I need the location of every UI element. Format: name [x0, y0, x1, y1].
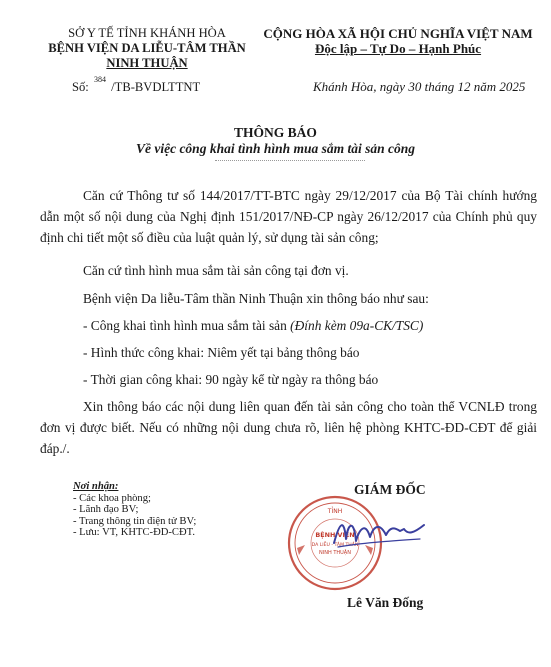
- motto: Độc lập – Tự Do – Hạnh Phúc: [314, 41, 482, 56]
- agency-name: BỆNH VIỆN DA LIỄU-TÂM THẦN: [48, 41, 246, 55]
- handwritten-signature: [330, 513, 430, 553]
- document-number: [72, 75, 201, 95]
- recipients-heading: Nơi nhận:: [73, 481, 119, 492]
- doc-number-prefix: Số:: [72, 80, 89, 95]
- svg-text:DA LIỄU - TÂM THẦN: DA LIỄU - TÂM THẦN: [311, 543, 359, 548]
- agency-header: [22, 26, 272, 71]
- national-motto: [252, 26, 544, 56]
- document-title: THÔNG BÁO: [234, 125, 317, 140]
- item-text: - Công khai tình hình mua sắm tài sản: [83, 318, 291, 333]
- body-item-duration: - Thời gian công khai: 90 ngày kể từ ngày ra thông báo: [83, 372, 379, 387]
- subtitle-divider: [215, 160, 365, 161]
- svg-text:TỈNH: TỈNH: [327, 508, 343, 515]
- body-item-disclosure: [83, 318, 423, 334]
- doc-number-value: 384: [93, 75, 106, 84]
- recipient-item: - Trang thông tin điện tử BV;: [73, 515, 197, 527]
- signer-name: Lê Văn Đống: [347, 595, 424, 610]
- svg-text:NINH THUẬN: NINH THUẬN: [319, 550, 351, 556]
- body-paragraph-basis-2: Căn cứ tình hình mua sắm tài sản công tại đơn vị.: [83, 263, 349, 278]
- recipient-item: - Lưu: VT, KHTC-ĐD-CĐT.: [73, 527, 195, 539]
- body-paragraph-announce: Bệnh viện Da liễu-Tâm thần Ninh Thuận xin thông báo như sau:: [83, 291, 429, 306]
- item-attachment: (Đính kèm 09a-CK/TSC): [290, 318, 424, 333]
- body-item-form: - Hình thức công khai: Niêm yết tại bảng thông báo: [83, 345, 360, 360]
- document-date: Khánh Hòa, ngày 30 tháng 12 năm 2025: [313, 79, 526, 94]
- signer-position: GIÁM ĐỐC: [354, 482, 426, 497]
- agency-parent: SỞ Y TẾ TỈNH KHÁNH HÒA: [68, 26, 226, 40]
- doc-number-suffix: /TB-BVDLTTNT: [111, 80, 201, 95]
- recipients-block: [73, 481, 196, 539]
- recipient-item: - Các khoa phòng;: [73, 492, 151, 504]
- recipient-item: - Lãnh đạo BV;: [73, 504, 139, 516]
- document-subtitle: Về việc công khai tình hình mua sắm tài sản công: [135, 141, 416, 156]
- body-paragraph-closing: Xin thông báo các nội dung liên quan đến tài sản công cho toàn thể VCNLĐ trong đơn vị được biết. Nếu có những nội dung chưa rõ, liên hệ phòng KHTC-ĐD-CĐT để giải đáp./.: [40, 399, 537, 456]
- agency-name-cont: NINH THUẬN: [106, 56, 188, 70]
- country-name: CỘNG HÒA XÃ HỘI CHỦ NGHĨA VIỆT NAM: [263, 26, 533, 41]
- svg-text:BỆNH VIỆN: BỆNH VIỆN: [315, 531, 355, 539]
- body-paragraph-legal-basis: Căn cứ Thông tư số 144/2017/TT-BTC ngày 29/12/2017 của Bộ Tài chính hướng dẫn một số nội dung của Nghị định 151/2017/NĐ-CP ngày 26/12/2017 của Chính phủ quy định chi tiết một số điều của luật quản lý, sử dụng tài sản công;: [40, 188, 537, 245]
